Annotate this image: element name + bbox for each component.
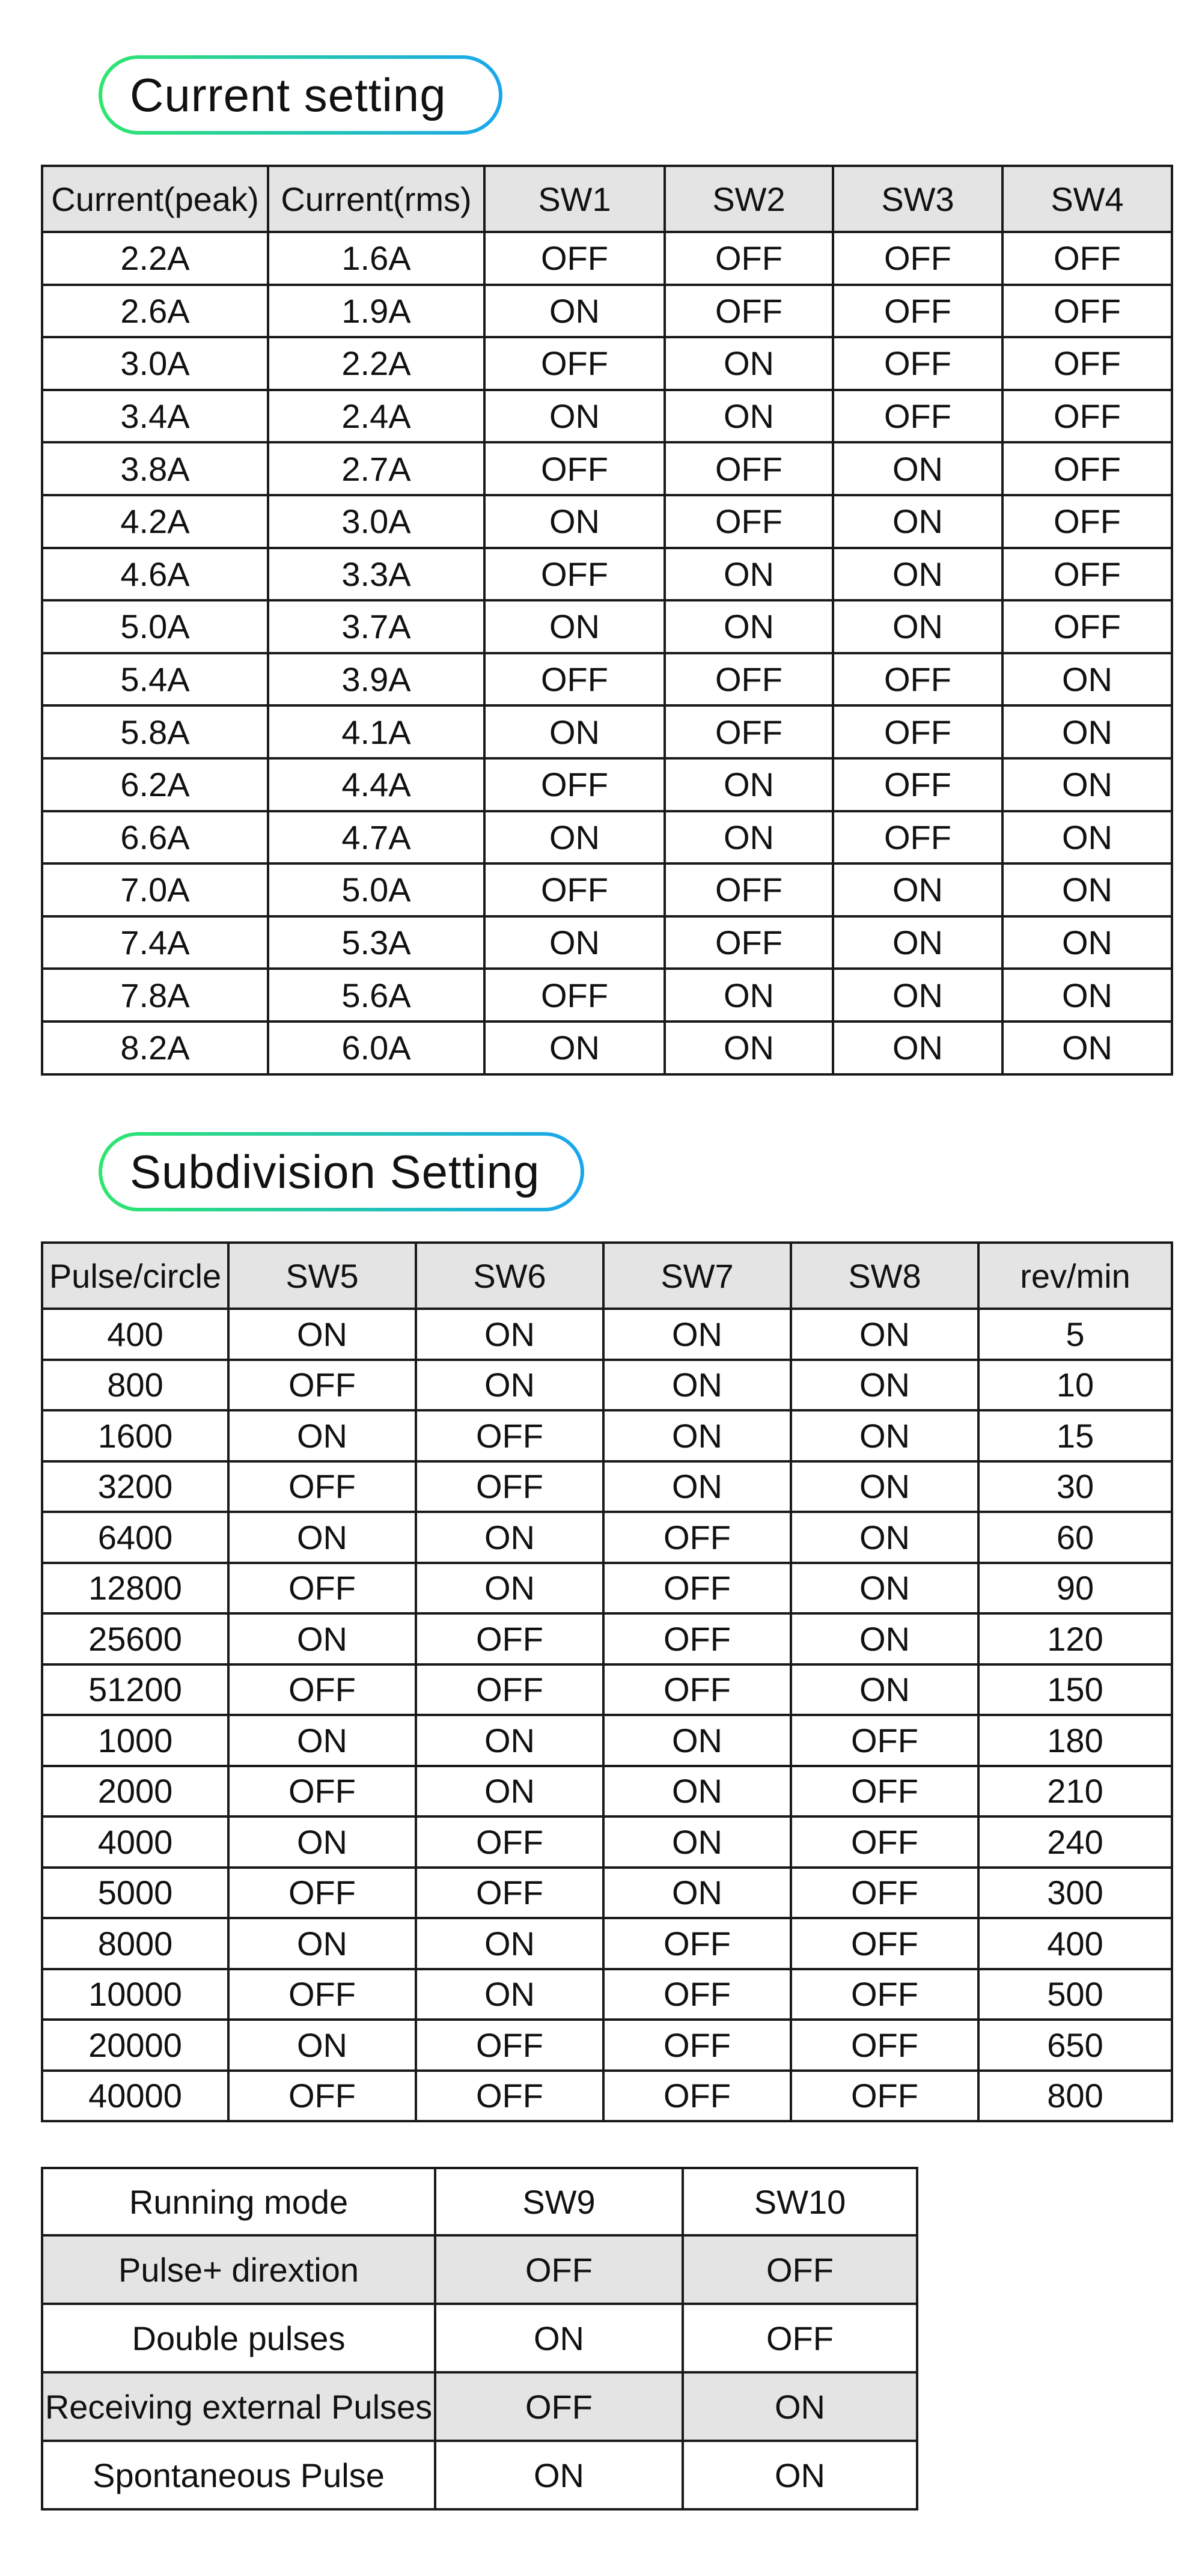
table-cell: 400 — [42, 1309, 228, 1360]
table-cell: 2.2A — [268, 337, 484, 390]
table-cell: 650 — [978, 2020, 1172, 2071]
table-cell: 2.4A — [268, 390, 484, 443]
table-cell: ON — [228, 2020, 416, 2071]
table-row — [42, 1563, 1172, 1614]
table-row — [42, 2020, 1172, 2071]
table-cell: ON — [1002, 811, 1172, 864]
table-cell: ON — [665, 1022, 833, 1074]
table-cell: OFF — [791, 1715, 978, 1766]
table-cell: 210 — [978, 1766, 1172, 1817]
table-cell: OFF — [833, 285, 1002, 338]
table-row — [42, 442, 1172, 495]
table-cell: 15 — [978, 1410, 1172, 1461]
table-cell: 240 — [978, 1816, 1172, 1868]
table-cell: 4.4A — [268, 758, 484, 811]
table-cell: Receiving external Pulses — [42, 2372, 435, 2441]
table-row — [42, 916, 1172, 969]
subdivision-setting-title: Subdivision Setting — [99, 1132, 584, 1211]
table-cell: ON — [1002, 758, 1172, 811]
table-cell: 3.0A — [42, 337, 268, 390]
table-cell: OFF — [665, 442, 833, 495]
table-cell: OFF — [228, 1664, 416, 1716]
running-mode-table — [41, 2167, 918, 2511]
table-cell: 300 — [978, 1868, 1172, 1919]
table-cell: 5000 — [42, 1868, 228, 1919]
table-cell: 4.6A — [42, 548, 268, 601]
table-row — [42, 1512, 1172, 1563]
table-cell: 5.3A — [268, 916, 484, 969]
table-cell: ON — [791, 1309, 978, 1360]
table-cell: OFF — [833, 232, 1002, 285]
table-row — [42, 1969, 1172, 2020]
table-row — [42, 758, 1172, 811]
table-cell: ON — [416, 1715, 603, 1766]
table-cell: ON — [683, 2441, 917, 2509]
column-header: SW4 — [1002, 166, 1172, 232]
table-cell: OFF — [416, 1868, 603, 1919]
table-cell: ON — [1002, 705, 1172, 758]
table-cell: OFF — [791, 1868, 978, 1919]
table-cell: OFF — [1002, 285, 1172, 338]
table-row — [42, 1360, 1172, 1411]
table-cell: ON — [484, 390, 665, 443]
table-cell: OFF — [484, 653, 665, 706]
table-cell: 6400 — [42, 1512, 228, 1563]
table-cell: ON — [416, 1309, 603, 1360]
table-cell: 8.2A — [42, 1022, 268, 1074]
table-cell: ON — [833, 863, 1002, 916]
table-cell: 3.0A — [268, 495, 484, 548]
column-header: SW6 — [416, 1243, 603, 1309]
column-header: Current(rms) — [268, 166, 484, 232]
table-row — [42, 600, 1172, 653]
table-cell: OFF — [603, 1918, 791, 1969]
table-row — [42, 1664, 1172, 1716]
table-row — [42, 2071, 1172, 2122]
table-row — [42, 1766, 1172, 1817]
table-cell: 40000 — [42, 2071, 228, 2122]
table-cell: 4000 — [42, 1816, 228, 1868]
table-cell: 5 — [978, 1309, 1172, 1360]
table-cell: 1.9A — [268, 285, 484, 338]
table-cell: ON — [484, 705, 665, 758]
table-cell: ON — [435, 2304, 683, 2372]
table-cell: ON — [665, 390, 833, 443]
table-row — [42, 2304, 917, 2372]
table-cell: ON — [603, 1309, 791, 1360]
table-cell: OFF — [484, 442, 665, 495]
column-header: Current(peak) — [42, 166, 268, 232]
table-cell: ON — [833, 442, 1002, 495]
column-header: SW2 — [665, 166, 833, 232]
table-cell: OFF — [484, 969, 665, 1022]
table-cell: ON — [665, 811, 833, 864]
table-row — [42, 285, 1172, 338]
table-cell: ON — [484, 1022, 665, 1074]
table-cell: 400 — [978, 1918, 1172, 1969]
table-cell: ON — [416, 1563, 603, 1614]
table-cell: ON — [228, 1816, 416, 1868]
table-row — [42, 2372, 917, 2441]
table-cell: ON — [833, 495, 1002, 548]
table-cell: ON — [833, 548, 1002, 601]
column-header: SW7 — [603, 1243, 791, 1309]
table-cell: OFF — [228, 1360, 416, 1411]
table-cell: 120 — [978, 1613, 1172, 1664]
table-cell: OFF — [228, 1461, 416, 1512]
table-cell: 90 — [978, 1563, 1172, 1614]
table-cell: 2.7A — [268, 442, 484, 495]
table-cell: OFF — [603, 1613, 791, 1664]
table-cell: OFF — [1002, 390, 1172, 443]
table-cell: OFF — [1002, 337, 1172, 390]
table-row — [42, 1461, 1172, 1512]
table-row — [42, 1309, 1172, 1360]
table-cell: ON — [484, 285, 665, 338]
table-cell: OFF — [791, 1766, 978, 1817]
table-cell: 5.0A — [268, 863, 484, 916]
column-header: SW10 — [683, 2168, 917, 2235]
table-cell: ON — [1002, 1022, 1172, 1074]
table-row — [42, 1613, 1172, 1664]
table-cell: 5.0A — [42, 600, 268, 653]
table-cell: 3.3A — [268, 548, 484, 601]
table-cell: 1000 — [42, 1715, 228, 1766]
table-row — [42, 653, 1172, 706]
table-cell: ON — [1002, 863, 1172, 916]
table-cell: ON — [833, 916, 1002, 969]
table-cell: ON — [484, 495, 665, 548]
table-cell: 51200 — [42, 1664, 228, 1716]
table-row — [42, 495, 1172, 548]
table-cell: 7.4A — [42, 916, 268, 969]
column-header: SW8 — [791, 1243, 978, 1309]
table-cell: 1.6A — [268, 232, 484, 285]
table-cell: OFF — [603, 1512, 791, 1563]
table-cell: 10 — [978, 1360, 1172, 1411]
table-cell: ON — [416, 1360, 603, 1411]
table-cell: ON — [665, 548, 833, 601]
table-cell: 3.9A — [268, 653, 484, 706]
table-cell: ON — [1002, 916, 1172, 969]
table-cell: OFF — [833, 811, 1002, 864]
table-row — [42, 390, 1172, 443]
table-cell: ON — [228, 1918, 416, 1969]
table-cell: ON — [833, 1022, 1002, 1074]
table-cell: OFF — [416, 1410, 603, 1461]
table-cell: OFF — [228, 1969, 416, 2020]
table-cell: ON — [228, 1613, 416, 1664]
table-cell: Spontaneous Pulse — [42, 2441, 435, 2509]
table-cell: OFF — [791, 1918, 978, 1969]
table-cell: ON — [665, 969, 833, 1022]
table-row — [42, 1410, 1172, 1461]
table-cell: 2.2A — [42, 232, 268, 285]
table-cell: ON — [665, 758, 833, 811]
table-cell: ON — [791, 1613, 978, 1664]
column-header: SW3 — [833, 166, 1002, 232]
table-cell: OFF — [228, 1563, 416, 1614]
table-header-row — [42, 166, 1172, 232]
table-row — [42, 232, 1172, 285]
table-cell: 12800 — [42, 1563, 228, 1614]
table-cell: ON — [603, 1766, 791, 1817]
table-cell: Double pulses — [42, 2304, 435, 2372]
table-cell: OFF — [683, 2304, 917, 2372]
table-cell: OFF — [416, 1613, 603, 1664]
column-header: Running mode — [42, 2168, 435, 2235]
table-row — [42, 1816, 1172, 1868]
table-cell: ON — [791, 1512, 978, 1563]
table-cell: OFF — [1002, 548, 1172, 601]
table-row — [42, 1022, 1172, 1074]
table-cell: ON — [416, 1918, 603, 1969]
table-cell: OFF — [665, 285, 833, 338]
table-row — [42, 811, 1172, 864]
table-cell: 180 — [978, 1715, 1172, 1766]
table-cell: OFF — [665, 863, 833, 916]
table-cell: OFF — [603, 2071, 791, 2122]
table-cell: ON — [228, 1715, 416, 1766]
table-cell: OFF — [435, 2235, 683, 2304]
table-row — [42, 2441, 917, 2509]
table-cell: OFF — [833, 653, 1002, 706]
table-cell: ON — [416, 1969, 603, 2020]
table-cell: 3.8A — [42, 442, 268, 495]
table-cell: OFF — [484, 863, 665, 916]
table-row — [42, 337, 1172, 390]
column-header: SW9 — [435, 2168, 683, 2235]
table-cell: OFF — [791, 2020, 978, 2071]
table-cell: OFF — [665, 653, 833, 706]
table-cell: ON — [416, 1512, 603, 1563]
table-cell: ON — [228, 1309, 416, 1360]
table-cell: OFF — [1002, 495, 1172, 548]
table-cell: 2.6A — [42, 285, 268, 338]
table-cell: OFF — [791, 2071, 978, 2122]
table-cell: OFF — [833, 758, 1002, 811]
table-cell: OFF — [665, 705, 833, 758]
table-cell: OFF — [1002, 600, 1172, 653]
column-header: Pulse/circle — [42, 1243, 228, 1309]
table-cell: OFF — [228, 1766, 416, 1817]
column-header: SW1 — [484, 166, 665, 232]
table-cell: OFF — [484, 232, 665, 285]
table-cell: ON — [833, 969, 1002, 1022]
table-cell: OFF — [603, 2020, 791, 2071]
table-row — [42, 1918, 1172, 1969]
table-cell: OFF — [416, 2020, 603, 2071]
table-cell: ON — [228, 1410, 416, 1461]
table-cell: ON — [791, 1410, 978, 1461]
table-cell: OFF — [416, 1664, 603, 1716]
column-header: rev/min — [978, 1243, 1172, 1309]
table-cell: 7.0A — [42, 863, 268, 916]
table-cell: OFF — [665, 916, 833, 969]
table-cell: OFF — [484, 548, 665, 601]
table-cell: ON — [603, 1715, 791, 1766]
table-cell: 6.6A — [42, 811, 268, 864]
table-cell: OFF — [791, 1816, 978, 1868]
table-row — [42, 1868, 1172, 1919]
table-cell: ON — [791, 1664, 978, 1716]
table-cell: OFF — [603, 1664, 791, 1716]
table-cell: ON — [484, 916, 665, 969]
table-cell: 7.8A — [42, 969, 268, 1022]
table-cell: ON — [665, 600, 833, 653]
table-cell: OFF — [484, 337, 665, 390]
table-cell: 3.4A — [42, 390, 268, 443]
table-cell: 500 — [978, 1969, 1172, 2020]
table-cell: OFF — [665, 232, 833, 285]
table-cell: 150 — [978, 1664, 1172, 1716]
table-cell: 10000 — [42, 1969, 228, 2020]
table-cell: ON — [603, 1868, 791, 1919]
table-cell: ON — [228, 1512, 416, 1563]
table-cell: OFF — [791, 1969, 978, 2020]
table-cell: 6.0A — [268, 1022, 484, 1074]
table-cell: OFF — [416, 1816, 603, 1868]
table-cell: OFF — [833, 390, 1002, 443]
subdivision-setting-table — [41, 1241, 1173, 2122]
table-cell: 4.1A — [268, 705, 484, 758]
table-cell: OFF — [1002, 442, 1172, 495]
table-cell: OFF — [416, 2071, 603, 2122]
table-row — [42, 548, 1172, 601]
table-row — [42, 705, 1172, 758]
table-header-row — [42, 1243, 1172, 1309]
table-cell: ON — [833, 600, 1002, 653]
table-cell: 4.2A — [42, 495, 268, 548]
table-row — [42, 969, 1172, 1022]
table-cell: 30 — [978, 1461, 1172, 1512]
table-cell: ON — [665, 337, 833, 390]
table-row — [42, 1715, 1172, 1766]
table-cell: OFF — [435, 2372, 683, 2441]
table-cell: 5.6A — [268, 969, 484, 1022]
table-cell: 20000 — [42, 2020, 228, 2071]
table-cell: 2000 — [42, 1766, 228, 1817]
table-cell: 3.7A — [268, 600, 484, 653]
table-cell: OFF — [228, 1868, 416, 1919]
table-cell: OFF — [484, 758, 665, 811]
table-cell: 4.7A — [268, 811, 484, 864]
table-cell: OFF — [603, 1563, 791, 1614]
table-cell: OFF — [416, 1461, 603, 1512]
table-cell: OFF — [228, 2071, 416, 2122]
table-cell: 6.2A — [42, 758, 268, 811]
table-cell: 5.8A — [42, 705, 268, 758]
table-cell: ON — [683, 2372, 917, 2441]
table-cell: ON — [603, 1410, 791, 1461]
table-cell: 3200 — [42, 1461, 228, 1512]
table-cell: OFF — [665, 495, 833, 548]
table-cell: ON — [791, 1360, 978, 1411]
current-setting-table — [41, 165, 1173, 1076]
table-cell: ON — [603, 1461, 791, 1512]
table-cell: OFF — [1002, 232, 1172, 285]
table-cell: Pulse+ dirextion — [42, 2235, 435, 2304]
table-cell: 25600 — [42, 1613, 228, 1664]
table-cell: 60 — [978, 1512, 1172, 1563]
table-cell: ON — [791, 1563, 978, 1614]
current-setting-title: Current setting — [99, 55, 502, 135]
table-cell: ON — [603, 1816, 791, 1868]
table-cell: OFF — [603, 1969, 791, 2020]
table-cell: OFF — [833, 705, 1002, 758]
table-header-row — [42, 2168, 917, 2235]
table-row — [42, 2235, 917, 2304]
table-cell: 8000 — [42, 1918, 228, 1969]
table-cell: ON — [1002, 653, 1172, 706]
table-cell: 1600 — [42, 1410, 228, 1461]
table-cell: OFF — [683, 2235, 917, 2304]
table-cell: ON — [603, 1360, 791, 1411]
table-cell: OFF — [833, 337, 1002, 390]
table-cell: ON — [435, 2441, 683, 2509]
table-cell: 5.4A — [42, 653, 268, 706]
table-cell: ON — [791, 1461, 978, 1512]
table-cell: ON — [416, 1766, 603, 1817]
table-cell: ON — [484, 600, 665, 653]
table-row — [42, 863, 1172, 916]
column-header: SW5 — [228, 1243, 416, 1309]
table-cell: ON — [484, 811, 665, 864]
table-cell: 800 — [978, 2071, 1172, 2122]
table-cell: 800 — [42, 1360, 228, 1411]
table-cell: ON — [1002, 969, 1172, 1022]
